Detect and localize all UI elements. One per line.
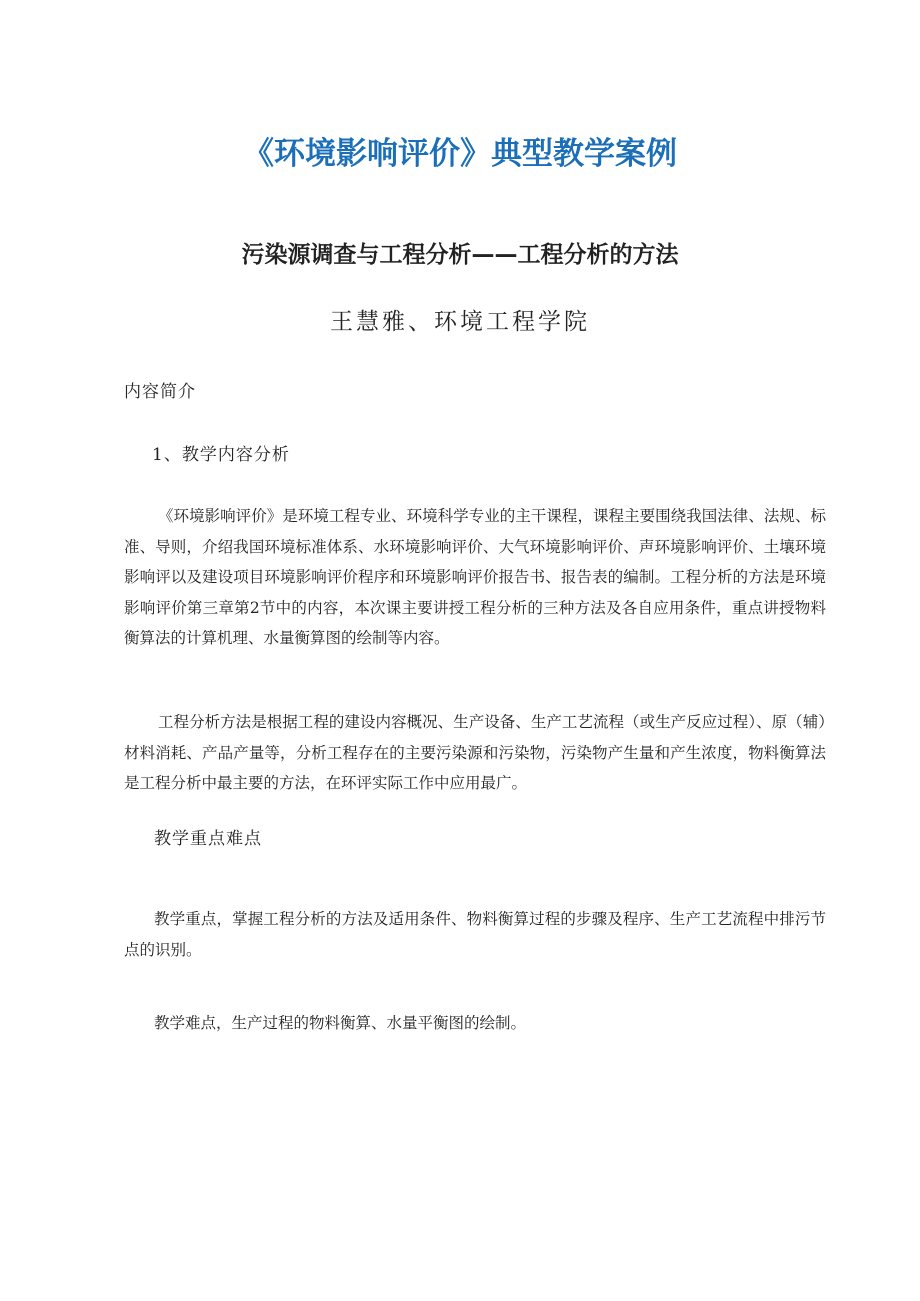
paragraph-analysis-method: 工程分析方法是根据工程的建设内容概况、生产设备、生产工艺流程（或生产反应过程）、原（辅）材料消耗、产品产量等，分析工程存在的主要污染源和污染物，污染物产生量和产生浓度，物料衡算法是工程分析中最主要的方法，在环评实际工作中应用最广。 [124, 713, 826, 792]
section-heading-intro: 内容简介 [124, 382, 196, 402]
document-subtitle: 污染源调查与工程分析——工程分析的方法 [241, 242, 679, 268]
section-heading-key-points: 教学重点难点 [154, 829, 262, 849]
subsection-heading-content-analysis: 1、教学内容分析 [152, 445, 290, 465]
paragraph-key-point: 教学重点，掌握工程分析的方法及适用条件、物料衡算过程的步骤及程序、生产工艺流程中排污节点的识别。 [124, 910, 826, 959]
paragraph-course-overview: 《环境影响评价》是环境工程专业、环境科学专业的主干课程，课程主要围绕我国法律、法规、标准、导则，介绍我国环境标准体系、水环境影响评价、大气环境影响评价、声环境影响评价、土壤环境影响评以及建设项目环境影响评价程序和环境影响评价报告书、报告表的编制。工程分析的方法是环境影响评价第三章第2节中的内容，本次课主要讲授工程分析的三种方法及各自应用条件，重点讲授物料衡算法的计算机理、水量衡算图的绘制等内容。 [124, 507, 826, 647]
paragraph-difficult-point: 教学难点，生产过程的物料衡算、水量平衡图的绘制。 [154, 1014, 527, 1032]
author-line: 王慧雅、环境工程学院 [330, 309, 590, 335]
document-title: 《环境影响评价》典型教学案例 [243, 136, 677, 172]
